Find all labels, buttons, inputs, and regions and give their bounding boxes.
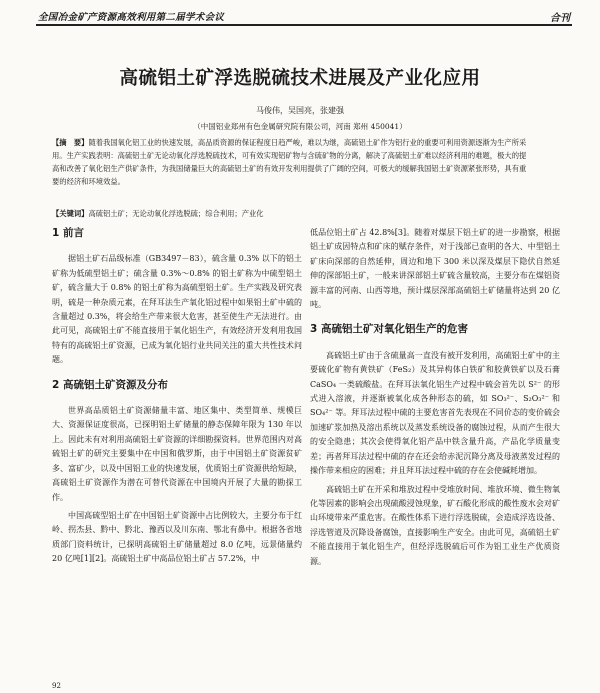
abstract — [52, 136, 532, 188]
paper-authors: 马俊伟，吴国亮，张建强 — [256, 106, 344, 115]
paper-title: 高硫铝土矿浮选脱硫技术进展及产业化应用 — [119, 68, 481, 89]
right-column — [310, 226, 560, 569]
paragraph: 世界高品质铝土矿资源储量丰富、地区集中、类型简单、规模巨大、资源保证度很高，已探明铝土矿储量的静态保障年限为 130 年以上。因此未有对利用高硫铝土矿资源的详细勘探资料。世界范围内对高硫铝土矿的研究主要集中在中国和俄罗斯，由于中国铝土矿资源贫矿多、富矿少，以及中国铝工业的快速发展，优质铝土矿资源供给短缺，高硫铝土矿资源作为潜在可替代资源在中国境内开展了大量的勘探工作。 — [52, 406, 302, 502]
page-header — [0, 0, 600, 26]
paragraph: 高硫铝土矿在开采和堆放过程中受堆放时间、堆放环境、微生物氧化等因素的影响会出现硫酸浸蚀现象，矿石酸化形成的酸性废水会对矿山环境带来严重危害。在酸性体系下进行浮选脱硫，会造成浮选设备、浮选管道及沉降设备腐蚀，直接影响生产安全。由此可见，高硫铝土矿不能直接用于氧化铝生产，但经浮选脱硫后可作为铝工业生产优质资源。 — [310, 484, 560, 566]
header-section-label: 合刊 — [550, 13, 570, 24]
header-conference-name: 全国冶金矿产资源高效利用第二届学术会议 — [38, 12, 225, 23]
page-number: 92 — [52, 682, 61, 690]
section-heading-resources: 2 高硫铝土矿资源及分布 — [52, 378, 168, 391]
section-heading-hazards: 3 高硫铝土矿对氧化铝生产的危害 — [310, 323, 468, 336]
paragraph: 据铝土矿石品级标准（GB3497－83），硫含量 0.3% 以下的铝土矿称为低硫型铝土矿；硫含量 0.3%～0.8% 的铝土矿称为中硫型铝土矿，硫含量大于 0.8% 的铝土矿称为高硫型铝土矿。生产实践及研究表明，硫是一种杂质元素，在拜耳法生产氧化铝过程中如果铝土矿中硫的含量超过 0.3%，将会给生产带来很大危害，甚至使生产无法进行。由此可见，高硫铝土矿不能直接用于氧化铝生产，有效经济开发利用我国特有的高硫铝土矿资源，已成为氧化铝行业共同关注的重大共性技术问题。 — [52, 254, 302, 365]
paper-affiliation: （中国铝业郑州有色金属研究院有限公司，河南 郑州 450041） — [193, 122, 407, 131]
keywords — [52, 208, 532, 220]
keywords-text: 高硫铝土矿；无论动氧化浮选脱硫；综合利用；产业化 — [88, 209, 264, 218]
section-heading-introduction: 1 前言 — [52, 227, 84, 239]
abstract-label: 【摘 要】 — [52, 138, 89, 147]
left-column — [52, 226, 302, 567]
keywords-label: 【关键词】 — [52, 209, 89, 218]
paragraph: 高硫铝土矿由于含硫量高一直没有被开发利用，高硫铝土矿中的主要硫化矿物有黄铁矿（FeS₂）及其异构体白铁矿和胶黄铁矿以及石膏 CaSO₄ 一类硫酸盐。在拜耳法氧化铝生产过程中硫会首先以 S²⁻ 的形式进入溶液，并逐渐被氧化成各种形态的硫，如 SO₃²⁻、S₂O₃²⁻ 和 SO₄²⁻ 等。拜耳法过程中硫的主要危害首先表现在不同价态的变价硫会加速矿浆加热及溶出系统以及蒸发系统设备的腐蚀过程，从而产生很大的安全隐患；其次会使得氧化铝产品中铁含量升高，产品化学质量变差；再者拜耳法过程中硫的存在还会给赤泥沉降分离及母液蒸发过程的操作带来相应的困难；并且拜耳法过程中硫的存在会使碱耗增加。 — [310, 350, 560, 476]
abstract-text: 随着我国氧化铝工业的快速发展，高品质资源的保证程度日趋严峻，难以为继，高硫铝土矿作为铝行业的重要可利用资源逐渐为生产所采用。生产实践表明：高硫铝土矿无论动氧化浮选脱硫技术，可有效实现铝矿物与含硫矿物的分离，解决了高硫铝土矿难以经济利用的难题，极大的提高和改善了氧化铝生产供矿条件，为我国储量巨大的高硫铝土矿的有效开发利用提供了广阔的空间，可极大的缓解我国铝土矿资源紧张形势，具有重要的经济和环境效益。 — [52, 138, 527, 186]
paragraph: 中国高硫型铝土矿在中国铝土矿资源中占比例较大，主要分布于红岭、拐杰县、黔中、黔北、豫西以及川东南、鄂北有鼻中。根据各省地质部门资料统计，已探明高硫铝土矿储量超过 8.0 亿吨，远景储量约 20 亿吨[1][2]。高硫铝土矿中高品位铝土矿占 57.2%，中 — [52, 510, 302, 564]
header-rule — [36, 24, 572, 26]
paragraph: 低品位铝土矿占 42.8%[3]。随着对煤层下铝土矿的进一步勘察，根据铝土矿成因特点和矿床的赋存条件，对于浅部已查明的各大、中型铝土矿床向深部的自然延伸，周边和地下 300 米以深及煤层下隐伏自然延伸的深部铝土矿，一般来讲深部铝土矿硫含量较高，主要分布在煤铝资源丰富的河南、山西等地，预计煤层深部高硫铝土矿储量将达到 20 亿吨。 — [310, 228, 560, 310]
